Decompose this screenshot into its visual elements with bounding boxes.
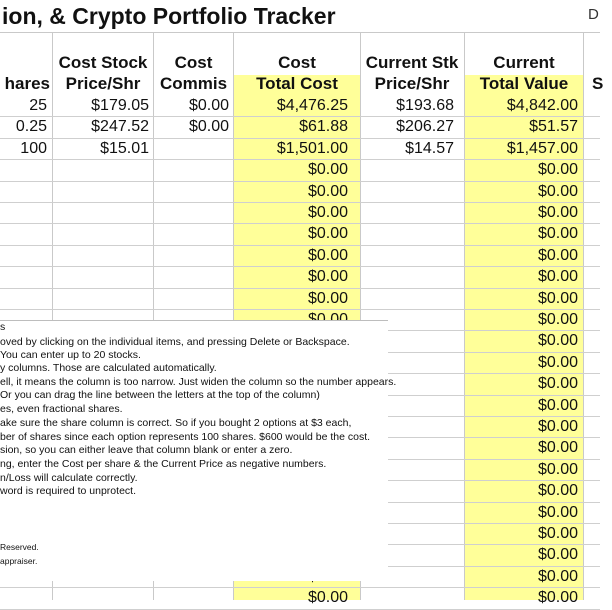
note-line: es, even fractional shares.	[0, 403, 123, 415]
cell-total-cost[interactable]: $61.88	[299, 118, 348, 135]
cell-cost-price[interactable]: $179.05	[91, 97, 149, 114]
cell-total-value[interactable]: $0.00	[537, 375, 578, 392]
cell-commis[interactable]: $0.00	[188, 118, 229, 135]
cell-total-value[interactable]: $0.00	[537, 589, 578, 606]
cell-total-cost[interactable]: $0.00	[307, 589, 348, 606]
cell-total-value[interactable]: $0.00	[537, 482, 578, 499]
cell-total-cost[interactable]: $0.00	[307, 225, 348, 242]
header-cost-2[interactable]: Cost	[278, 53, 316, 72]
cell-cost-price[interactable]	[53, 223, 149, 244]
cell-cost-price[interactable]	[53, 587, 149, 608]
cell-total-value[interactable]: $4,842.00	[506, 97, 578, 114]
note-line: ake sure the share column is correct. So if you bought 2 options at $3 each,	[0, 417, 352, 429]
note-line: word is required to unprotect.	[0, 485, 136, 497]
cell-commis[interactable]	[154, 223, 229, 244]
cell-commis[interactable]	[154, 288, 229, 309]
cell-total-cost[interactable]: $0.00	[307, 290, 348, 307]
cell-cost-price[interactable]: $247.52	[91, 118, 149, 135]
cell-total-value[interactable]: $0.00	[537, 311, 578, 328]
header-current[interactable]: Current	[493, 53, 555, 72]
cell-total-cost[interactable]: $0.00	[307, 247, 348, 264]
cell-cost-price[interactable]	[53, 245, 149, 266]
header-commis[interactable]: Commis	[159, 74, 228, 93]
cell-cost-price[interactable]	[53, 266, 149, 287]
cell-total-value[interactable]: $51.57	[529, 118, 578, 135]
cell-shares[interactable]	[0, 245, 47, 266]
cell-current-price[interactable]	[361, 202, 454, 223]
cell-current-price[interactable]	[361, 159, 454, 180]
cell-shares[interactable]: 100	[20, 140, 47, 157]
cell-shares[interactable]: 25	[29, 97, 47, 114]
grid-line	[583, 32, 584, 600]
cell-total-value[interactable]: $0.00	[537, 397, 578, 414]
cell-cost-price[interactable]	[53, 202, 149, 223]
footer-note: Reserved.	[0, 542, 39, 552]
cell-total-value[interactable]: $0.00	[537, 504, 578, 521]
cell-total-value[interactable]: $0.00	[537, 161, 578, 178]
cell-cost-price[interactable]	[53, 288, 149, 309]
cell-total-value[interactable]: $0.00	[537, 568, 578, 585]
cell-current-price[interactable]: $193.68	[396, 97, 454, 114]
cell-current-price[interactable]	[361, 266, 454, 287]
header-cost-stock[interactable]: Cost Stock	[58, 53, 148, 72]
cell-total-value[interactable]: $0.00	[537, 225, 578, 242]
cell-total-value[interactable]: $0.00	[537, 525, 578, 542]
cell-cost-price[interactable]: $15.01	[100, 140, 149, 157]
note-line: s	[0, 321, 6, 333]
corner-cell-letter: D	[588, 6, 599, 23]
sheet-title: ion, & Crypto Portfolio Tracker	[2, 3, 336, 29]
cell-total-value[interactable]: $0.00	[537, 439, 578, 456]
note-line: sion, so you can either leave that column blank or enter a zero.	[0, 444, 293, 456]
cell-commis[interactable]: $0.00	[188, 97, 229, 114]
cell-total-value[interactable]: $0.00	[537, 268, 578, 285]
note-line: y columns. Those are calculated automatically.	[0, 362, 217, 374]
header-current-price-per-share[interactable]: Price/Shr	[374, 74, 450, 93]
cell-total-cost[interactable]: $1,501.00	[276, 140, 348, 157]
cell-total-value[interactable]: $0.00	[537, 290, 578, 307]
cell-shares[interactable]: 0.25	[15, 118, 47, 135]
cell-current-price[interactable]	[361, 288, 454, 309]
footer-note: appraiser.	[0, 556, 38, 566]
header-cut-off[interactable]: S	[592, 74, 604, 93]
cell-commis[interactable]	[154, 202, 229, 223]
note-line: ell, it means the column is too narrow. Just widen the column so the number appears.	[0, 376, 397, 388]
cell-commis[interactable]	[154, 159, 229, 180]
cell-total-cost[interactable]: $0.00	[307, 204, 348, 221]
cell-current-price[interactable]: $14.57	[405, 140, 454, 157]
cell-shares[interactable]	[0, 181, 47, 202]
cell-total-value[interactable]: $0.00	[537, 418, 578, 435]
cell-total-value[interactable]: $0.00	[537, 183, 578, 200]
cell-commis[interactable]	[154, 181, 229, 202]
cell-total-value[interactable]: $1,457.00	[506, 140, 578, 157]
note-line: oved by clicking on the individual items, and pressing Delete or Backspace.	[0, 336, 350, 348]
header-cost[interactable]: Cost	[174, 53, 213, 72]
title-divider	[0, 32, 600, 33]
cell-shares[interactable]	[0, 223, 47, 244]
header-total-cost[interactable]: Total Cost	[256, 74, 338, 93]
cell-current-price[interactable]	[361, 223, 454, 244]
cell-cost-price[interactable]	[53, 181, 149, 202]
note-line: ng, enter the Cost per share & the Current Price as negative numbers.	[0, 458, 327, 470]
cell-total-cost[interactable]: $4,476.25	[276, 97, 348, 114]
note-line: Or you can drag the line between the letters at the top of the column)	[0, 389, 320, 401]
cell-shares[interactable]	[0, 266, 47, 287]
cell-total-cost[interactable]: $0.00	[307, 183, 348, 200]
cell-total-value[interactable]: $0.00	[537, 332, 578, 349]
cell-cost-price[interactable]	[53, 159, 149, 180]
cell-shares[interactable]	[0, 202, 47, 223]
cell-current-price[interactable]	[361, 245, 454, 266]
header-shares[interactable]: hares	[4, 74, 50, 93]
cell-commis[interactable]	[154, 245, 229, 266]
cell-current-price[interactable]	[361, 587, 454, 608]
cell-shares[interactable]	[0, 159, 47, 180]
cell-total-value[interactable]: $0.00	[537, 461, 578, 478]
header-current-stk[interactable]: Current Stk	[365, 53, 459, 72]
cell-shares[interactable]	[0, 288, 47, 309]
cell-commis[interactable]	[154, 266, 229, 287]
cell-commis[interactable]	[154, 138, 229, 159]
cell-total-value[interactable]: $0.00	[537, 354, 578, 371]
cell-current-price[interactable]: $206.27	[396, 118, 454, 135]
header-total-value[interactable]: Total Value	[479, 74, 569, 93]
cell-total-value[interactable]: $0.00	[537, 204, 578, 221]
note-line: You can enter up to 20 stocks.	[0, 349, 141, 361]
cell-total-value[interactable]: $0.00	[537, 546, 578, 563]
note-line: n/Loss will calculate correctly.	[0, 472, 138, 484]
cell-total-cost[interactable]: $0.00	[307, 161, 348, 178]
cell-shares[interactable]	[0, 587, 47, 608]
header-price-per-share[interactable]: Price/Shr	[65, 74, 141, 93]
instructions-text-box[interactable]	[0, 320, 397, 581]
cell-current-price[interactable]	[361, 181, 454, 202]
note-line: ber of shares since each option represents 100 shares. $600 would be the cost.	[0, 431, 371, 443]
cell-commis[interactable]	[154, 587, 229, 608]
cell-total-cost[interactable]: $0.00	[307, 268, 348, 285]
cell-total-value[interactable]: $0.00	[537, 247, 578, 264]
